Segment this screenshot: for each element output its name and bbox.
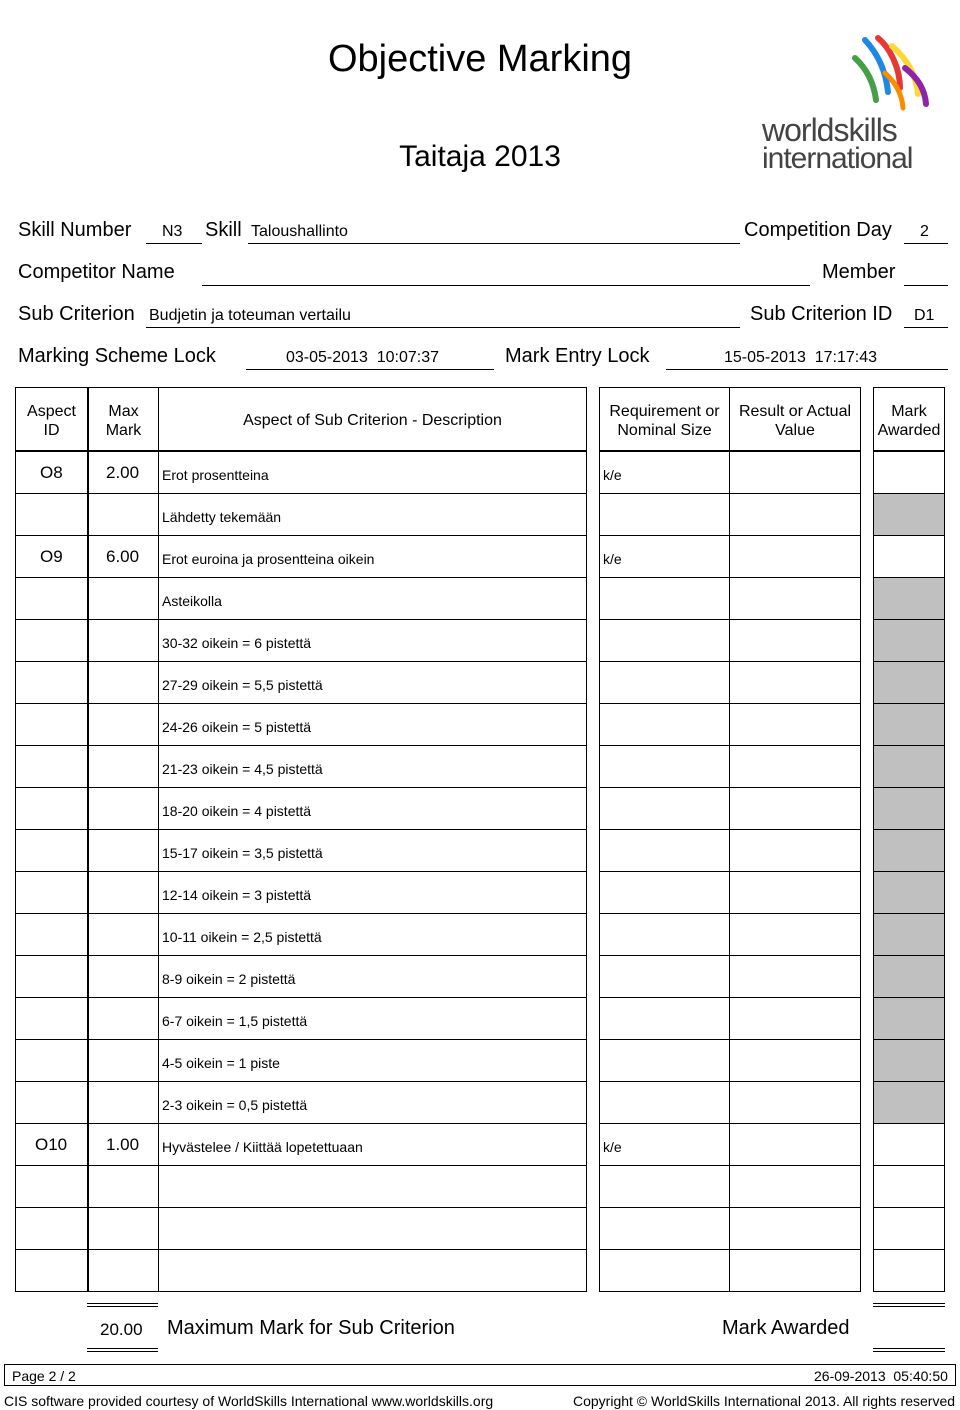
requirement-cell [599,1039,730,1082]
mark-awarded-cell [873,787,945,830]
result-cell [729,955,861,998]
aspect-description: 4-5 oikein = 1 piste [162,1055,280,1071]
result-cell[interactable] [729,451,861,494]
awarded-total-top-rule [873,1303,945,1307]
aspect-description: 30-32 oikein = 6 pistettä [162,635,312,651]
requirement-value: k/e [603,467,622,483]
awarded-total-bottom-rule [873,1348,945,1352]
mark-awarded-label: Mark Awarded [722,1317,850,1339]
aspect-id-cell [15,703,88,746]
max-mark-cell [88,787,159,830]
max-mark: 2.00 [106,463,140,482]
member-label: Member [822,261,896,283]
requirement-cell [599,661,730,704]
result-cell[interactable] [729,1249,861,1292]
skill-value: Taloushallinto [251,223,348,240]
max-mark-cell [88,1207,159,1250]
max-mark-cell [88,955,159,998]
max-mark-cell [88,1165,159,1208]
mark-entry-lock-value: 15-05-2013 17:17:43 [724,349,878,366]
sub-criterion-value: Budjetin ja toteuman vertailu [149,307,351,324]
requirement-cell [599,913,730,956]
mark-awarded-cell [873,577,945,620]
mark-awarded-cell [873,745,945,788]
aspect-id-cell [15,1249,88,1292]
skill-number-underline [146,243,202,244]
requirement-cell [599,1081,730,1124]
mark-entry-lock-label: Mark Entry Lock [505,345,650,367]
max-mark-cell [88,1081,159,1124]
result-cell [729,703,861,746]
col-header-mark-awarded: Mark Awarded [873,387,945,451]
aspect-id-cell [15,493,88,536]
requirement-cell [599,829,730,872]
mark-awarded-cell[interactable] [873,1123,945,1166]
printed-timestamp: 26-09-2013 05:40:50 [814,1368,948,1384]
mark-awarded-cell [873,871,945,914]
mark-awarded-cell[interactable] [873,451,945,494]
competitor-name-label: Competitor Name [18,261,175,283]
marking-scheme-lock-value: 03-05-2013 10:07:37 [286,349,440,366]
sub-criterion-label: Sub Criterion [18,303,135,325]
requirement-cell [599,1249,730,1292]
max-total-bottom-rule [87,1348,158,1352]
aspect-id-cell [15,1165,88,1208]
aspect-id-cell [15,829,88,872]
competition-day-label: Competition Day [744,219,892,241]
col-header-description: Aspect of Sub Criterion - Description [158,387,587,451]
aspect-id-cell [15,997,88,1040]
competition-day-value: 2 [920,223,929,240]
result-cell[interactable] [729,1165,861,1208]
mark-awarded-cell [873,493,945,536]
logo-text-line2: international [762,142,913,175]
result-cell [729,745,861,788]
col-header-result: Result or Actual Value [729,387,861,451]
max-total-label: Maximum Mark for Sub Criterion [167,1317,455,1339]
col-header-aspect-id: Aspect ID [15,387,88,451]
max-mark-cell [88,997,159,1040]
mark-entry-lock-underline [666,369,948,370]
marking-scheme-lock-label: Marking Scheme Lock [18,345,216,367]
mark-awarded-cell [873,703,945,746]
aspect-id-cell [15,577,88,620]
mark-awarded-cell [873,619,945,662]
page-title: Objective Marking [327,38,633,80]
sub-criterion-id-underline [904,327,948,328]
aspect-id-cell [15,661,88,704]
requirement-cell [599,1207,730,1250]
mark-awarded-cell[interactable] [873,535,945,578]
result-cell [729,871,861,914]
max-mark: 1.00 [106,1135,140,1154]
copyright-notice: Copyright © WorldSkills International 2013. All rights reserved [573,1393,956,1409]
mark-awarded-cell[interactable] [873,1207,945,1250]
member-underline [904,285,948,286]
skill-number-value: N3 [162,223,183,240]
aspect-description: 2-3 oikein = 0,5 pistettä [162,1097,308,1113]
result-cell[interactable] [729,1207,861,1250]
max-mark-cell [88,577,159,620]
result-cell[interactable] [729,535,861,578]
aspect-id-cell [15,745,88,788]
requirement-value: k/e [603,551,622,567]
requirement-cell [599,619,730,662]
logo-text-line1: worldskills [762,112,897,148]
competition-day-underline [904,243,948,244]
aspect-description: 12-14 oikein = 3 pistettä [162,887,312,903]
requirement-cell [599,787,730,830]
page-subtitle: Taitaja 2013 [399,140,561,173]
requirement-cell [599,997,730,1040]
max-mark-cell [88,661,159,704]
max-mark-cell [88,871,159,914]
description-cell [158,1207,587,1250]
skill-underline [248,243,740,244]
aspect-description: 21-23 oikein = 4,5 pistettä [162,761,323,777]
sub-criterion-id-label: Sub Criterion ID [750,303,893,325]
aspect-description: 10-11 oikein = 2,5 pistettä [162,929,322,945]
max-total-top-rule [87,1303,158,1307]
requirement-cell [599,493,730,536]
result-cell [729,577,861,620]
max-total-value: 20.00 [100,1320,143,1339]
max-mark-cell [88,1249,159,1292]
marking-scheme-lock-underline [246,369,494,370]
max-mark-cell [88,619,159,662]
aspect-description: 18-20 oikein = 4 pistettä [162,803,312,819]
mark-awarded-cell [873,955,945,998]
max-mark-cell [88,493,159,536]
description-cell [158,1249,587,1292]
max-mark-cell [88,745,159,788]
aspect-id-cell [15,1081,88,1124]
col-header-requirement: Requirement or Nominal Size [599,387,730,451]
max-mark-cell [88,1039,159,1082]
aspect-description: 15-17 oikein = 3,5 pistettä [162,845,323,861]
sub-criterion-underline [146,327,740,328]
requirement-cell [599,745,730,788]
result-cell [729,493,861,536]
aspect-id-cell [15,871,88,914]
aspect-description: 8-9 oikein = 2 pistettä [162,971,296,987]
aspect-id-cell [15,913,88,956]
requirement-cell [599,577,730,620]
mark-awarded-cell [873,913,945,956]
mark-awarded-cell[interactable] [873,1165,945,1208]
result-cell [729,619,861,662]
mark-awarded-cell [873,661,945,704]
requirement-cell [599,871,730,914]
aspect-id: O8 [40,463,63,482]
aspect-description: Erot prosentteina [162,467,269,483]
result-cell [729,1081,861,1124]
max-mark-cell [88,829,159,872]
col-header-max-mark: Max Mark [88,387,159,451]
requirement-cell [599,703,730,746]
result-cell [729,997,861,1040]
result-cell [729,913,861,956]
aspect-id-cell [15,1207,88,1250]
requirement-cell [599,1165,730,1208]
requirement-value: k/e [603,1139,622,1155]
result-cell[interactable] [729,1123,861,1166]
aspect-id-cell [15,787,88,830]
max-mark-cell [88,913,159,956]
skill-label: Skill [205,219,242,241]
competitor-name-underline [202,285,810,286]
aspect-description: 27-29 oikein = 5,5 pistettä [162,677,323,693]
aspect-id-cell [15,1039,88,1082]
skill-number-label: Skill Number [18,219,132,241]
aspect-description: Hyvästelee / Kiittää lopetettuaan [162,1139,363,1155]
mark-awarded-cell [873,1039,945,1082]
aspect-id-cell [15,619,88,662]
page-number: Page 2 / 2 [12,1368,76,1384]
mark-awarded-cell[interactable] [873,1249,945,1292]
description-cell [158,577,587,620]
aspect-description: Lähdetty tekemään [162,509,282,525]
description-cell [158,1165,587,1208]
mark-awarded-cell [873,1081,945,1124]
result-cell [729,787,861,830]
aspect-id-cell [15,955,88,998]
software-credit: CIS software provided courtesy of WorldSkills International www.worldskills.org [4,1393,494,1409]
aspect-description: 24-26 oikein = 5 pistettä [162,719,312,735]
aspect-id: O9 [40,547,63,566]
aspect-id: O10 [35,1135,68,1154]
result-cell [729,661,861,704]
aspect-description: 6-7 oikein = 1,5 pistettä [162,1013,308,1029]
max-mark: 6.00 [106,547,140,566]
aspect-description: Asteikolla [162,593,222,609]
result-cell [729,829,861,872]
result-cell [729,1039,861,1082]
mark-awarded-cell [873,997,945,1040]
aspect-description: Erot euroina ja prosentteina oikein [162,551,375,567]
worldskills-logo [760,28,935,178]
mark-awarded-cell [873,829,945,872]
max-mark-cell [88,703,159,746]
requirement-cell [599,955,730,998]
sub-criterion-id-value: D1 [914,307,935,324]
